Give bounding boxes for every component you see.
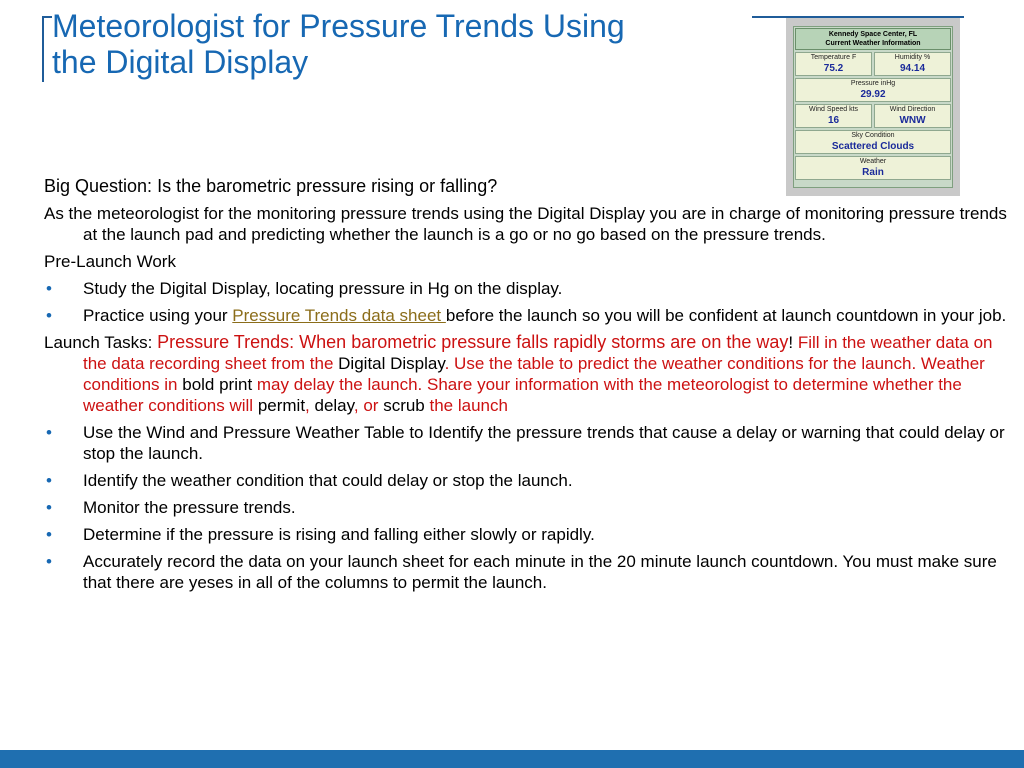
sky-condition-cell [795, 130, 951, 154]
permit-emphasis: permit [257, 396, 306, 415]
pressure-cell [795, 78, 951, 102]
bullet-icon: • [46, 279, 52, 298]
bullet-icon: • [46, 498, 52, 517]
wind-direction-label: Wind Direction [889, 106, 936, 113]
wind-speed-value: 16 [827, 115, 840, 126]
task-item-text: Determine if the pressure is rising and falling either slowly or rapidly. [83, 525, 595, 544]
prelaunch-heading: Pre-Launch Work [44, 252, 176, 271]
humidity-value: 94.14 [899, 63, 926, 74]
launch-tasks-text: . Use the table to predict the weather conditions for the launch. Weather conditions in [83, 354, 985, 394]
task-item-text: Use the Wind and Pressure Weather Table to Identify the pressure trends that cause a delay or warning that could delay or stop the launch. [83, 423, 1005, 463]
big-question-label: Big Question: [44, 176, 153, 196]
sky-condition-value: Scattered Clouds [831, 141, 915, 152]
launch-tasks-exclamation: ! [788, 333, 794, 352]
launch-tasks-label: Launch Tasks [44, 333, 148, 352]
weather-header-subtitle: Current Weather Information [825, 40, 921, 47]
pressure-label: Pressure inHg [850, 80, 896, 87]
launch-tasks-text: the launch [424, 396, 508, 415]
weather-value: Rain [862, 167, 884, 178]
weather-display-panel [786, 18, 960, 196]
list-item [44, 524, 1012, 545]
bullet-icon: • [46, 525, 52, 544]
prelaunch-item-text: Practice using your [83, 306, 233, 325]
task-item-text: Identify the weather condition that could delay or stop the launch. [83, 471, 573, 490]
prelaunch-item-text: Study the Digital Display, locating pressure in Hg on the display. [83, 279, 563, 298]
launch-task-list [44, 422, 1012, 593]
weather-display-inner [793, 26, 953, 188]
prelaunch-item-text: before the launch so you will be confident at launch countdown in your job. [445, 306, 1007, 325]
slide-title-line1: Meteorologist for Pressure Trends Using [52, 8, 752, 44]
wind-direction-value: WNW [899, 115, 926, 126]
humidity-cell [874, 52, 951, 76]
sky-condition-label: Sky Condition [851, 132, 895, 139]
launch-tasks-text: , [305, 396, 315, 415]
weather-row-wind [795, 104, 951, 128]
prelaunch-list [44, 278, 1012, 326]
launch-tasks-paragraph [44, 332, 1012, 416]
temperature-value: 75.2 [823, 63, 844, 74]
weather-row-sky [795, 130, 951, 154]
weather-label: Weather [859, 158, 887, 165]
wind-speed-cell [795, 104, 872, 128]
slide-title-line2: the Digital Display [52, 44, 752, 80]
list-item [44, 551, 1012, 593]
slide-title [52, 8, 752, 80]
weather-row-pressure [795, 78, 951, 102]
task-item-text: Accurately record the data on your launch sheet for each minute in the 20 minute launch countdown. You must make sure that there are yeses in all of the columns to permit the launch. [83, 552, 997, 592]
weather-display-header [795, 28, 951, 50]
pressure-trends-data-sheet-link[interactable]: Pressure Trends data sheet [232, 306, 446, 325]
pressure-trends-warning: Pressure Trends: When barometric pressure falls rapidly storms are on the way [157, 332, 789, 352]
big-question [44, 176, 1012, 197]
scrub-emphasis: scrub [383, 396, 425, 415]
temperature-cell [795, 52, 872, 76]
list-item [44, 278, 1012, 299]
list-item [44, 422, 1012, 464]
launch-tasks-colon: : [147, 333, 158, 352]
launch-tasks-text: , or [353, 396, 384, 415]
bold-print-emphasis: bold print [182, 375, 253, 394]
wind-speed-label: Wind Speed kts [808, 106, 859, 113]
launch-tasks-text: may delay the launch. Share your information with the meteorologist to determine whether the weather conditions will [83, 375, 962, 415]
pressure-value: 29.92 [860, 89, 886, 100]
weather-row-temp-humidity [795, 52, 951, 76]
footer-bar [0, 750, 1024, 768]
list-item [44, 305, 1012, 326]
bullet-icon: • [46, 471, 52, 490]
bullet-icon: • [46, 423, 52, 442]
weather-location: Kennedy Space Center, FL [828, 31, 918, 38]
temperature-label: Temperature F [810, 54, 857, 61]
delay-emphasis: delay [314, 396, 354, 415]
list-item [44, 470, 1012, 491]
wind-direction-cell [874, 104, 951, 128]
launch-tasks-text: Fill in the weather data on the data recording sheet from the [83, 333, 993, 373]
big-question-text: Is the barometric pressure rising or falling? [152, 176, 498, 196]
bullet-icon: • [46, 306, 52, 325]
slide-body [44, 176, 1012, 599]
digital-display-emphasis: Digital Display [338, 354, 445, 373]
intro-paragraph: As the meteorologist for the monitoring pressure trends using the Digital Display you are in charge of monitoring pressure trends at the launch pad and predicting whether the launch is a go or no go based on the pressure trends. [44, 204, 1007, 244]
humidity-label: Humidity % [894, 54, 931, 61]
task-item-text: Monitor the pressure trends. [83, 498, 296, 517]
list-item [44, 497, 1012, 518]
bullet-icon: • [46, 552, 52, 571]
